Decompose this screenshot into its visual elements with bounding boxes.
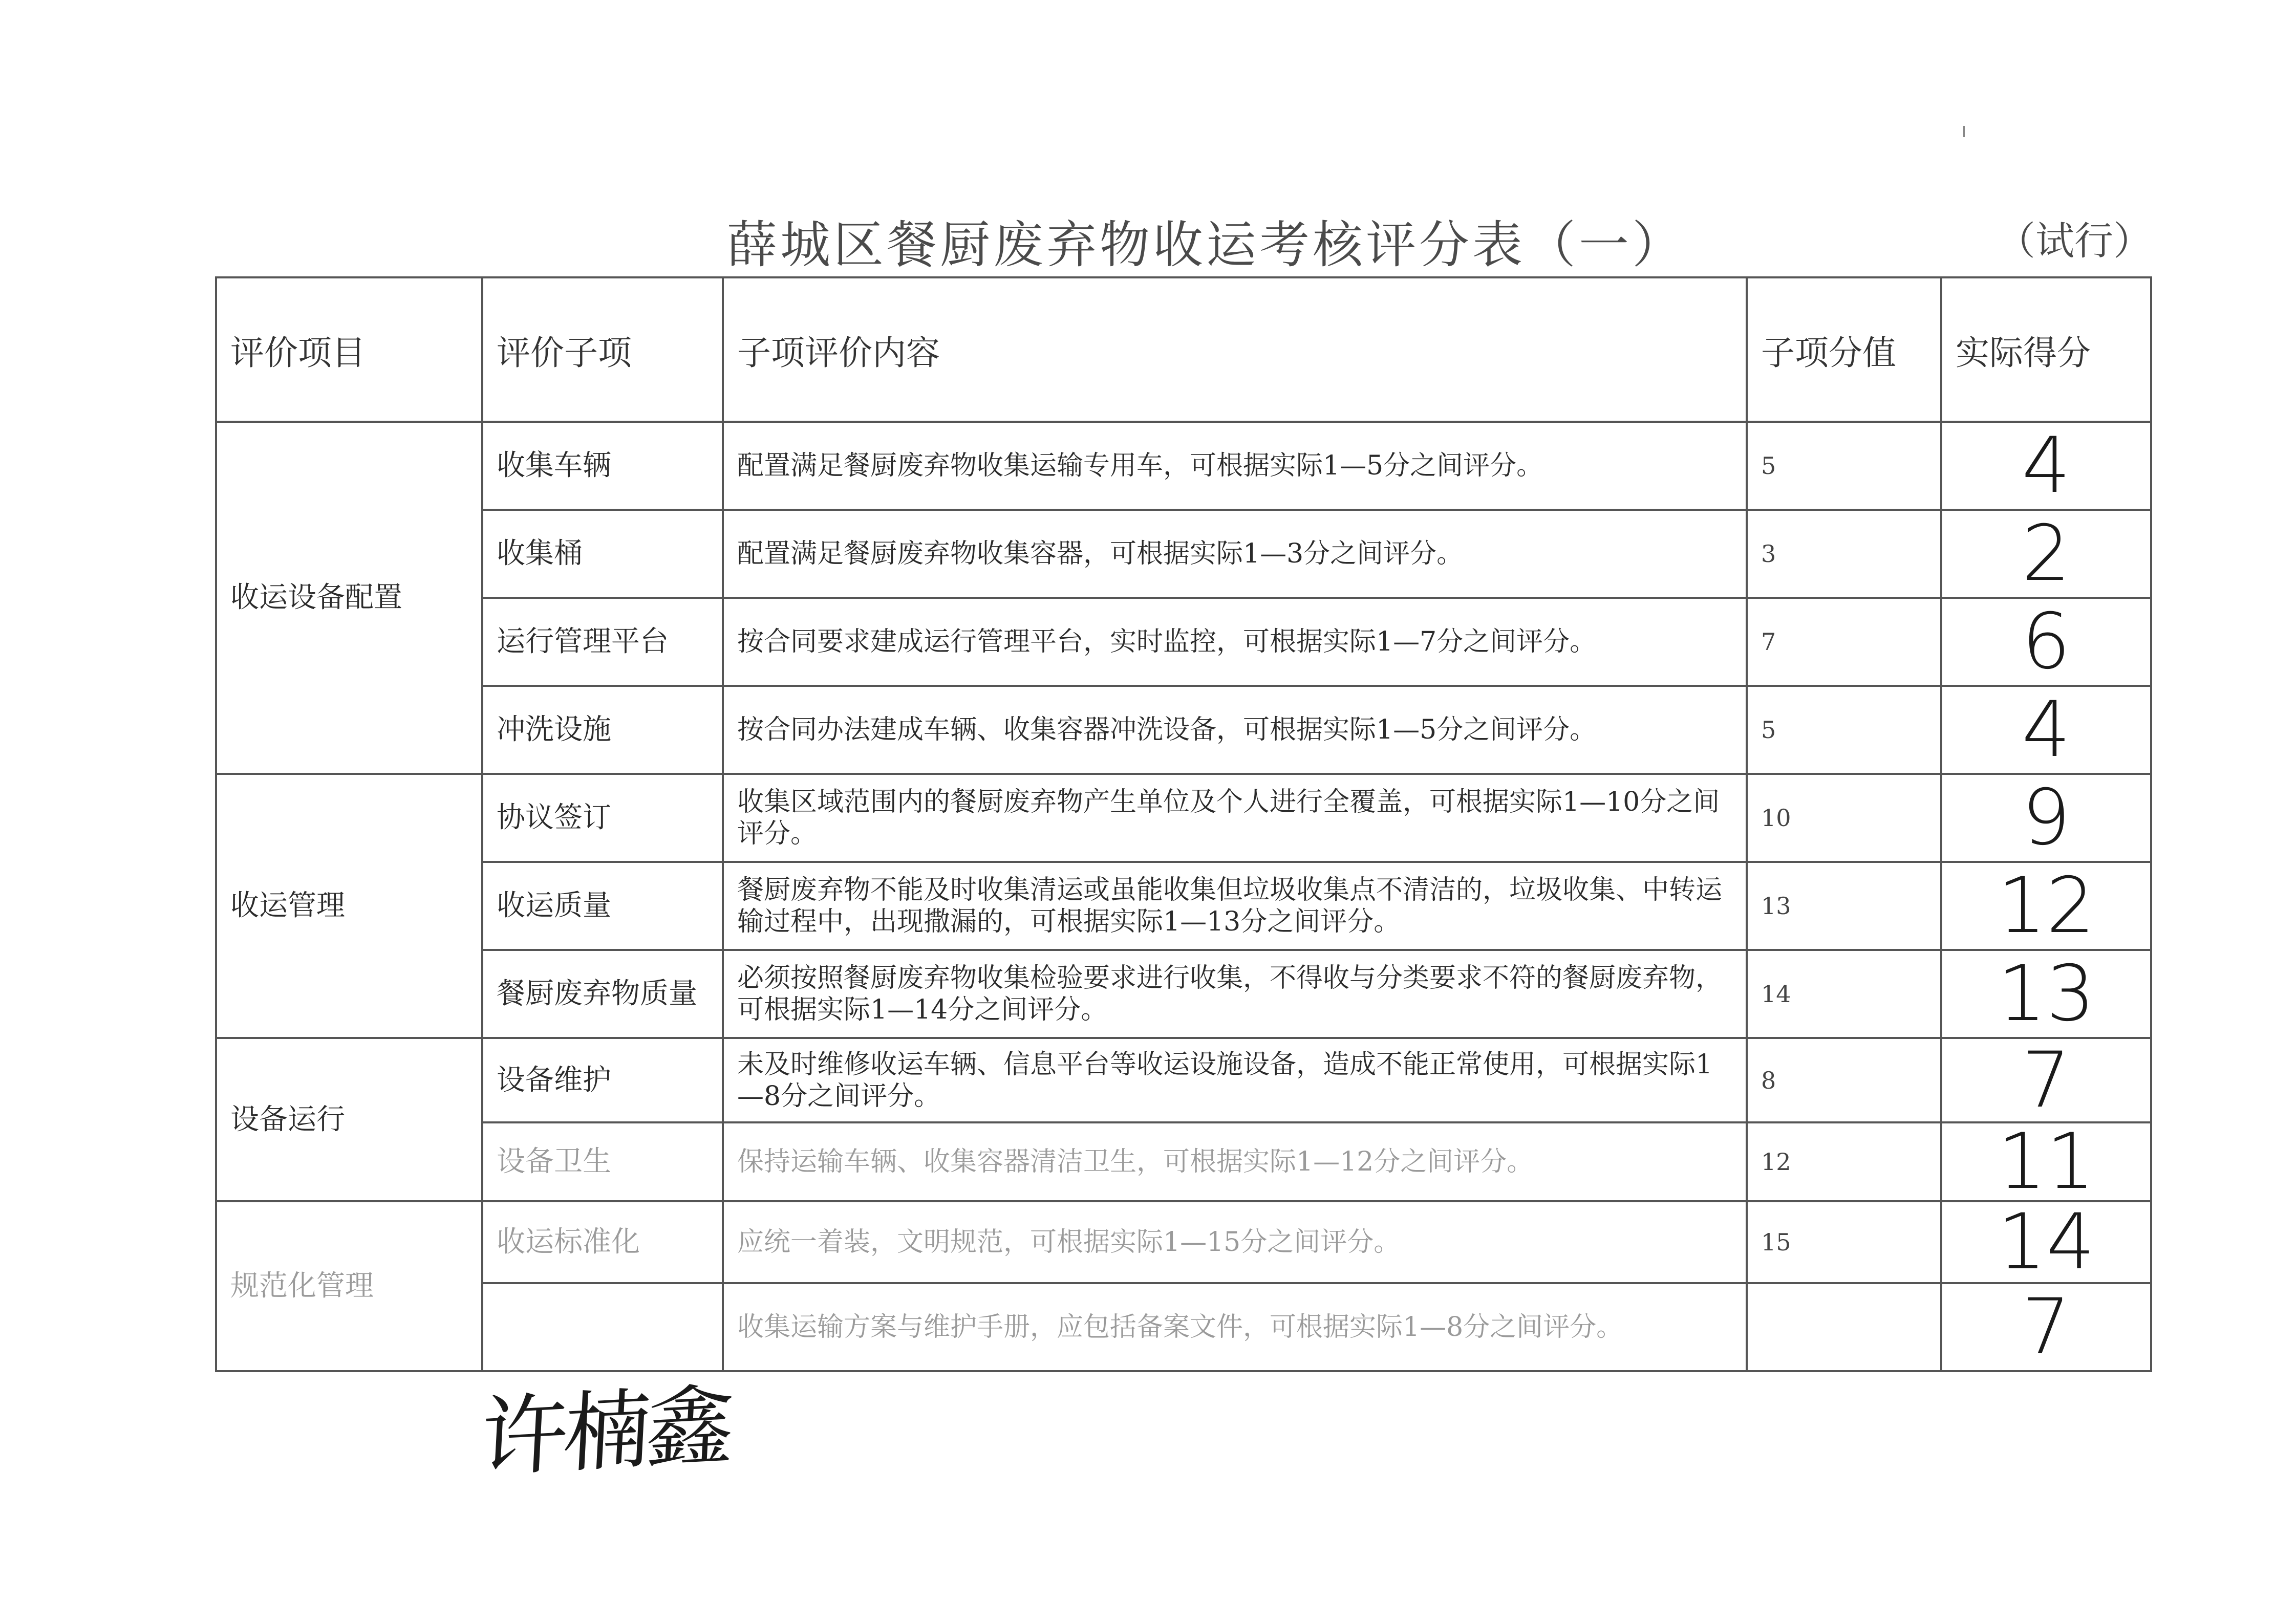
subitem-cell: 收运标准化: [482, 1201, 723, 1283]
table-row: [216, 598, 2151, 686]
content-cell: 配置满足餐厨废弃物收集容器，可根据实际1—3分之间评分。: [723, 510, 1747, 598]
trial-label: （试行）: [1997, 218, 2152, 264]
content-cell: 应统一着装，文明规范，可根据实际1—15分之间评分。: [723, 1201, 1747, 1283]
score-cell: 7: [1941, 1283, 2151, 1371]
score-cell: 12: [1941, 862, 2151, 950]
table-row: [216, 1283, 2151, 1371]
header-content: 子项评价内容: [723, 277, 1747, 422]
header-subitem: 评价子项: [482, 277, 723, 422]
table-row: [216, 1201, 2151, 1283]
value-cell: 10: [1747, 774, 1941, 862]
document-title: 薛城区餐厨废弃物收运考核评分表（一）: [727, 216, 1686, 274]
group-item-management: 收运管理: [216, 774, 482, 1038]
score-cell: 13: [1941, 950, 2151, 1038]
value-cell: 5: [1747, 422, 1941, 510]
value-cell: 3: [1747, 510, 1941, 598]
group-item-equipment: 收运设备配置: [216, 422, 482, 774]
score-cell: 6: [1941, 598, 2151, 686]
score-cell: 11: [1941, 1122, 2151, 1201]
header-score: 实际得分: [1941, 277, 2151, 422]
table-header-row: [216, 277, 2151, 422]
group-item-standardization: 规范化管理: [216, 1201, 482, 1371]
value-cell: 8: [1747, 1038, 1941, 1122]
table-row: [216, 1122, 2151, 1201]
score-cell: 14: [1941, 1201, 2151, 1283]
header-value: 子项分值: [1747, 277, 1941, 422]
content-cell: 餐厨废弃物不能及时收集清运或虽能收集但垃圾收集点不清洁的，垃圾收集、中转运输过程中，出现撒漏的，可根据实际1—13分之间评分。: [723, 862, 1747, 950]
margin-mark: [1963, 126, 1965, 137]
content-cell: 按合同要求建成运行管理平台，实时监控，可根据实际1—7分之间评分。: [723, 598, 1747, 686]
value-cell: 15: [1747, 1201, 1941, 1283]
header-item: 评价项目: [216, 277, 482, 422]
scoring-table: [215, 276, 2152, 1372]
subitem-cell: 协议签订: [482, 774, 723, 862]
score-cell: 4: [1941, 686, 2151, 774]
value-cell: [1747, 1283, 1941, 1371]
subitem-cell: 设备卫生: [482, 1122, 723, 1201]
value-cell: 5: [1747, 686, 1941, 774]
content-cell: 保持运输车辆、收集容器清洁卫生，可根据实际1—12分之间评分。: [723, 1122, 1747, 1201]
table-row: [216, 774, 2151, 862]
content-cell: 收集运输方案与维护手册，应包括备案文件，可根据实际1—8分之间评分。: [723, 1283, 1747, 1371]
group-item-operation: 设备运行: [216, 1038, 482, 1201]
score-cell: 4: [1941, 422, 2151, 510]
value-cell: 13: [1747, 862, 1941, 950]
value-cell: 7: [1747, 598, 1941, 686]
content-cell: 按合同办法建成车辆、收集容器冲洗设备，可根据实际1—5分之间评分。: [723, 686, 1747, 774]
handwritten-signature: 许楠鑫: [478, 1374, 733, 1490]
score-cell: 7: [1941, 1038, 2151, 1122]
score-cell: 9: [1941, 774, 2151, 862]
table-row: [216, 422, 2151, 510]
subitem-cell: 运行管理平台: [482, 598, 723, 686]
content-cell: 未及时维修收运车辆、信息平台等收运设施设备，造成不能正常使用，可根据实际1—8分之间评分。: [723, 1038, 1747, 1122]
subitem-cell: 收集桶: [482, 510, 723, 598]
subitem-cell: 餐厨废弃物质量: [482, 950, 723, 1038]
table-row: [216, 1038, 2151, 1122]
table-row: [216, 862, 2151, 950]
table-row: [216, 950, 2151, 1038]
content-cell: 必须按照餐厨废弃物收集检验要求进行收集，不得收与分类要求不符的餐厨废弃物，可根据实际1—14分之间评分。: [723, 950, 1747, 1038]
content-cell: 收集区域范围内的餐厨废弃物产生单位及个人进行全覆盖，可根据实际1—10分之间评分。: [723, 774, 1747, 862]
subitem-cell: 收运质量: [482, 862, 723, 950]
table-row: [216, 510, 2151, 598]
content-cell: 配置满足餐厨废弃物收集运输专用车，可根据实际1—5分之间评分。: [723, 422, 1747, 510]
subitem-cell: 收集车辆: [482, 422, 723, 510]
value-cell: 12: [1747, 1122, 1941, 1201]
value-cell: 14: [1747, 950, 1941, 1038]
table-row: [216, 686, 2151, 774]
subitem-cell: 冲洗设施: [482, 686, 723, 774]
score-cell: 2: [1941, 510, 2151, 598]
subitem-cell: 设备维护: [482, 1038, 723, 1122]
